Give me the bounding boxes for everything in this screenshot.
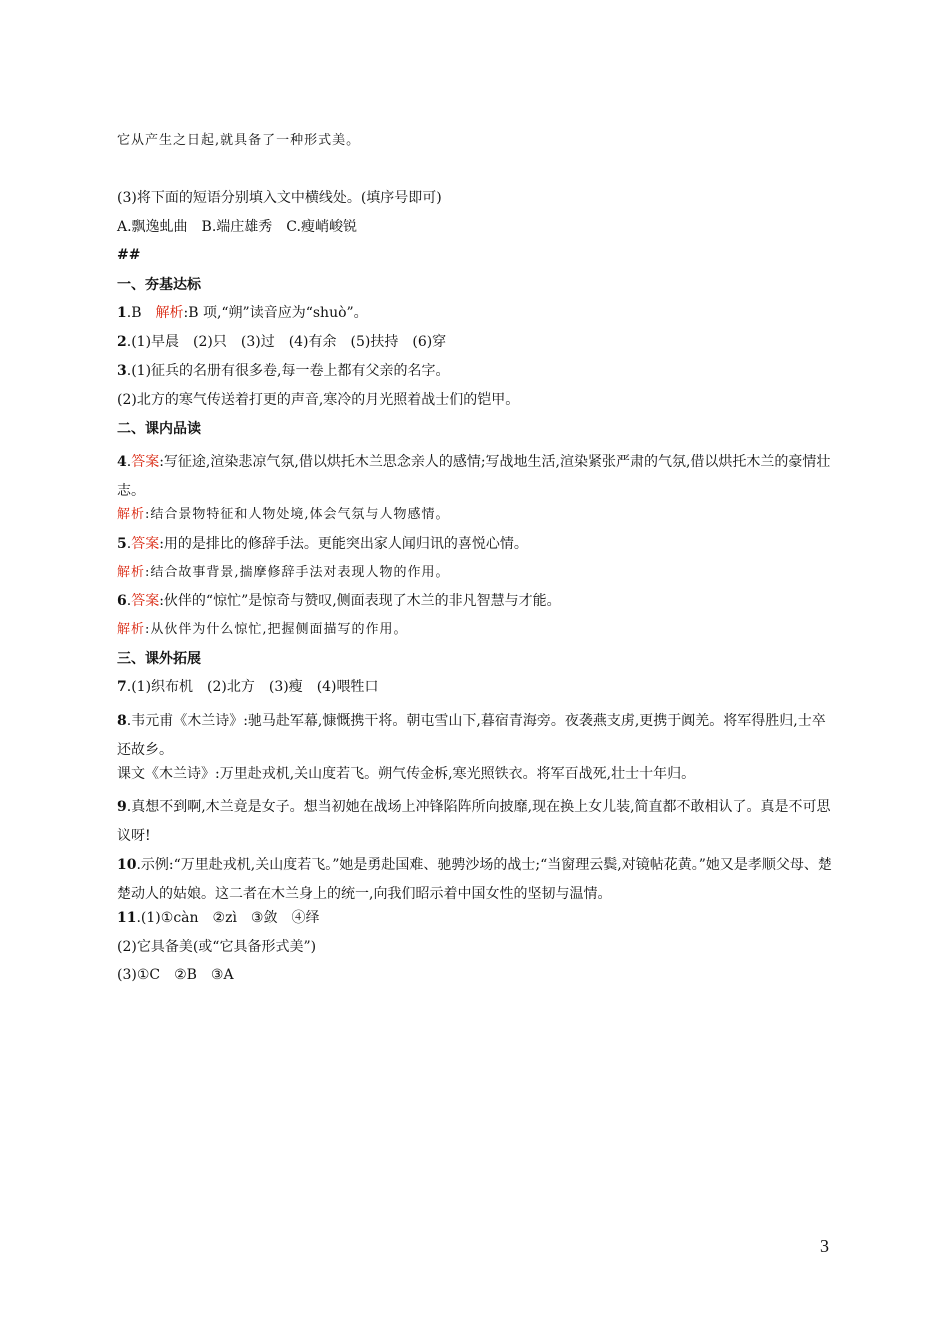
- answer-sep: .: [126, 536, 132, 552]
- answer-number: 7: [117, 679, 127, 695]
- answer-number: 8: [117, 713, 127, 729]
- answer-2: [117, 333, 837, 351]
- answer-text: .(1)织布机 (2)北方 (3)瘦 (4)喂牲口: [126, 679, 379, 695]
- answer-number: 5: [117, 536, 127, 552]
- answer-3: [117, 362, 837, 380]
- answer-number: 10: [117, 857, 137, 873]
- section-heading-1: 一、夯基达标: [117, 277, 201, 293]
- question-3-options: A.飘逸虬曲 B.端庄雄秀 C.瘦峭峻锐: [117, 219, 357, 235]
- answer-sep: .: [126, 454, 132, 470]
- answer-number: 4: [117, 454, 127, 470]
- question-3-prompt: (3)将下面的短语分别填入文中横线处。(填序号即可): [117, 190, 442, 206]
- answer-7: [117, 678, 837, 696]
- answer-number: 11: [117, 910, 137, 926]
- answer-6: [117, 592, 837, 610]
- answer-8: [117, 707, 837, 765]
- analysis-label: 解析: [117, 507, 146, 522]
- answer-text: .示例:“万里赴戎机,关山度若飞。”她是勇赴国难、驰骋沙场的战士;“当窗理云鬓,对镜帖花黄。”她又是孝顺父母、楚楚动人的姑娘。这二者在木兰身上的统一,向我们昭示着中国女性的坚韧与温情。: [117, 857, 832, 902]
- answer-text: :用的是排比的修辞手法。更能突出家人闻归讯的喜悦心情。: [159, 536, 528, 552]
- page-number: 3: [820, 1236, 829, 1256]
- answer-9: [117, 793, 837, 851]
- answer-number: 2: [117, 334, 127, 350]
- answer-10: [117, 851, 837, 909]
- answer-11-part-3: (3)①C ②B ③A: [117, 967, 234, 983]
- answer-text: :伙伴的“惊忙”是惊奇与赞叹,侧面表现了木兰的非凡智慧与才能。: [159, 593, 561, 609]
- analysis-label: 解析: [117, 622, 146, 637]
- answer-label: 答案: [131, 454, 160, 470]
- answer-text: .B: [126, 305, 156, 321]
- answer-text: .韦元甫《木兰诗》:驰马赴军幕,慷慨携干将。朝屯雪山下,暮宿青海旁。夜袭燕支虏,更携于阗羌。将军得胜归,士卒还故乡。: [117, 713, 826, 758]
- answer-number: 9: [117, 799, 127, 815]
- answer-label: 答案: [131, 593, 160, 609]
- analysis-text: :结合故事背景,揣摩修辞手法对表现人物的作用。: [145, 565, 450, 580]
- answer-sep: .: [126, 593, 132, 609]
- answer-6-analysis: [117, 621, 837, 639]
- answer-4-analysis: [117, 506, 837, 524]
- answer-number: 3: [117, 363, 127, 379]
- answer-text: .(1)①càn ②zì ③敛 ④绎: [136, 910, 320, 926]
- answer-1: [117, 304, 837, 322]
- answer-number: 1: [117, 305, 127, 321]
- answer-11: [117, 909, 837, 927]
- answer-text: .(1)早晨 (2)只 (3)过 (4)有余 (5)扶持 (6)穿: [126, 334, 447, 350]
- answer-5: [117, 535, 837, 553]
- section-heading-3: 三、课外拓展: [117, 651, 201, 667]
- analysis-text: :从伙伴为什么惊忙,把握侧面描写的作用。: [145, 622, 408, 637]
- analysis-label: 解析: [117, 565, 146, 580]
- analysis-text: :B 项,“朔”读音应为“shuò”。: [183, 305, 368, 321]
- answer-number: 6: [117, 593, 127, 609]
- answer-3-part-2: (2)北方的寒气传送着打更的声音,寒冷的月光照着战士们的铠甲。: [117, 392, 520, 408]
- answer-label: 答案: [131, 536, 160, 552]
- answer-11-part-2: (2)它具备美(或“它具备形式美”): [117, 939, 317, 955]
- answer-text: .真想不到啊,木兰竟是女子。想当初她在战场上冲锋陷阵所向披靡,现在换上女儿装,简直都不敢相认了。真是不可思议呀!: [117, 799, 831, 844]
- analysis-text: :结合景物特征和人物处境,体会气氛与人物感情。: [145, 507, 450, 522]
- answer-text: .(1)征兵的名册有很多卷,每一卷上都有父亲的名字。: [126, 363, 450, 379]
- answer-text: :写征途,渲染悲凉气氛,借以烘托木兰思念亲人的感情;写战地生活,渲染紧张严肃的气氛,借以烘托木兰的豪情壮志。: [117, 454, 831, 499]
- analysis-label: 解析: [155, 305, 184, 321]
- answer-5-analysis: [117, 564, 837, 582]
- section-heading-2: 二、课内品读: [117, 421, 201, 437]
- answer-4: [117, 448, 837, 506]
- section-marker: ##: [117, 247, 141, 263]
- passage-last-line: 它从产生之日起,就具备了一种形式美。: [117, 133, 361, 148]
- answer-8-part-2: 课文《木兰诗》:万里赴戎机,关山度若飞。朔气传金柝,寒光照铁衣。将军百战死,壮士十年归。: [117, 766, 696, 782]
